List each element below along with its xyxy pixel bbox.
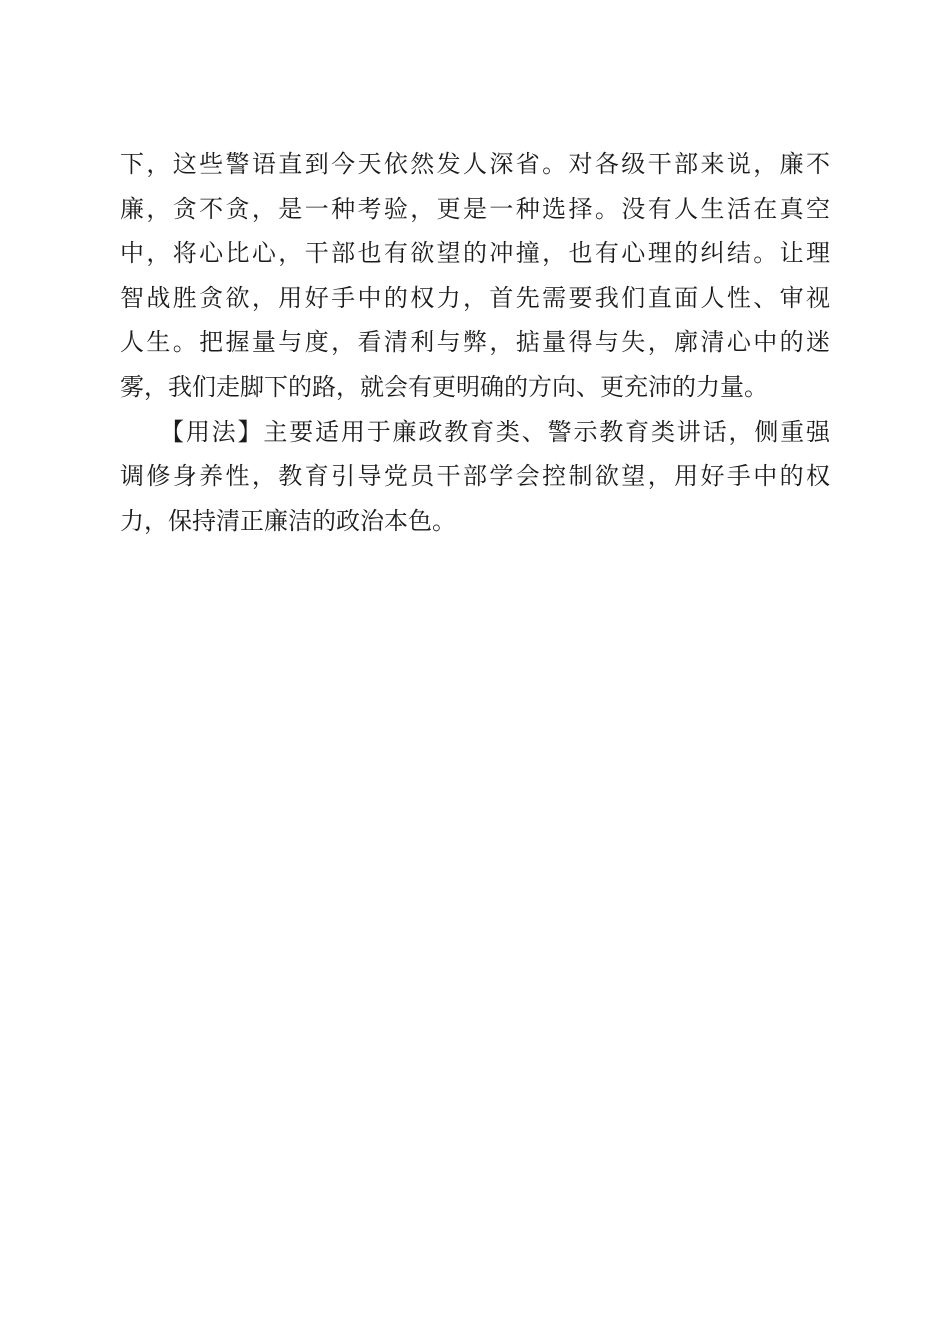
text-line: 【用法】主要适用于廉政教育类、警示教育类讲话，侧重强 [160, 417, 830, 446]
text-line: 中，将心比心，干部也有欲望的冲撞，也有心理的纠结。让理 [120, 239, 830, 268]
text-line: 下，这些警语直到今天依然发人深省。对各级干部来说，廉不 [120, 150, 830, 178]
paragraph-usage [120, 410, 830, 544]
paragraph-continuation [120, 142, 830, 410]
text-line: 廉，贪不贪，是一种考验，更是一种选择。没有人生活在真空 [120, 194, 830, 223]
text-line: 调修身养性，教育引导党员干部学会控制欲望，用好手中的权 [120, 462, 830, 491]
text-line: 力，保持清正廉洁的政治本色。 [120, 506, 456, 535]
text-line: 智战胜贪欲，用好手中的权力，首先需要我们直面人性、审视 [120, 283, 830, 312]
document-body [120, 142, 830, 543]
text-line: 人生。把握量与度，看清利与弊，掂量得与失，廓清心中的迷 [120, 328, 830, 357]
text-line: 雾，我们走脚下的路，就会有更明确的方向、更充沛的力量。 [120, 372, 768, 401]
